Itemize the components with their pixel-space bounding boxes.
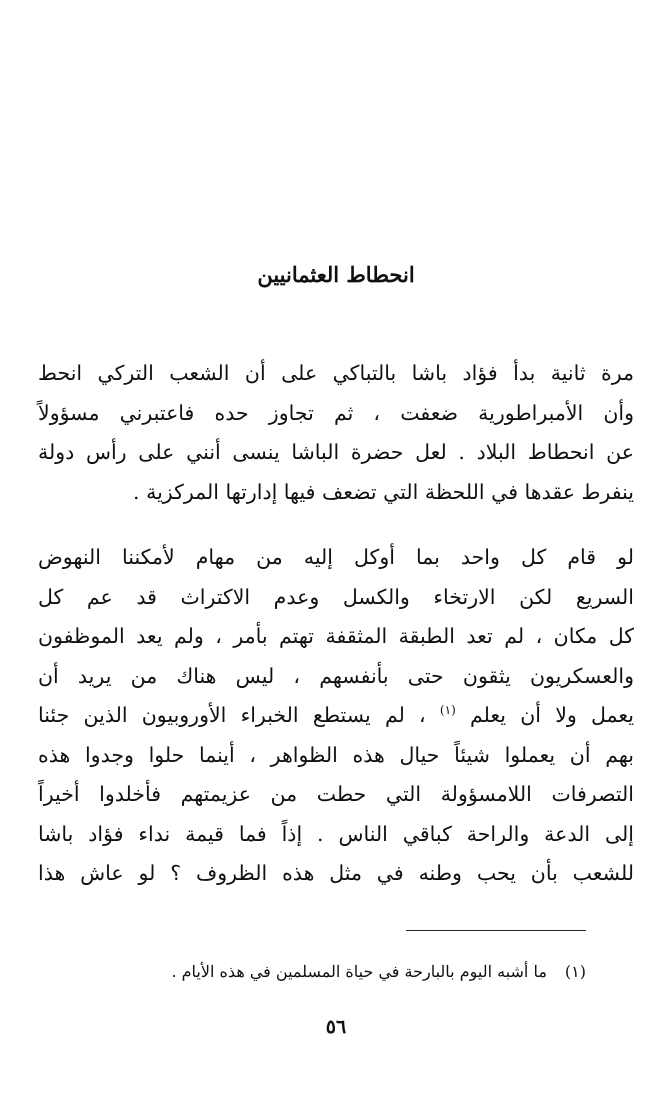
text-line: لو قام كل واحد بما أوكل إليه من مهام لأمكننا النهوض — [38, 545, 634, 569]
paragraph-2 — [38, 538, 634, 894]
text-line: والعسكريون يثقون حتى بأنفسهم ، ليس هناك من يريد أن — [38, 663, 634, 688]
text-line: التصرفات اللامسؤولة التي حطت من عزيمتهم فأخلدوا أخيراً — [38, 782, 634, 806]
footnote-text: ما أشبه اليوم بالبارحة في حياة المسلمين في هذه الأيام . — [171, 962, 547, 981]
text-line: إلى الدعة والراحة كباقي الناس . إذاً فما قيمة نداء فؤاد باشا — [38, 821, 634, 846]
text-line: بهم أن يعملوا شيئاً حيال هذه الظواهر ، أينما حلوا وجدوا هذه — [38, 742, 634, 767]
text-line-with-footnote — [38, 696, 634, 736]
footnote-divider — [406, 930, 586, 931]
footnote-marker[interactable]: (١) — [439, 703, 456, 718]
text-line: كل مكان ، لم تعد الطبقة المثقفة تهتم بأمر ، ولم يعد الموظفون — [38, 624, 634, 648]
footnote-number: (١) — [564, 962, 586, 981]
text-line: مرة ثانية بدأ فؤاد باشا بالتباكي على أن الشعب التركي انحط — [38, 361, 634, 385]
text-line: عن انحطاط البلاد . لعل حضرة الباشا ينسى أنني على رأس دولة — [38, 440, 634, 464]
text-line: وأن الأمبراطورية ضعفت ، ثم تجاوز حده فاعتبرني مسؤولاً — [38, 400, 634, 425]
page-number: ٥٦ — [325, 1016, 347, 1038]
text-line: للشعب بأن يحب وطنه في مثل هذه الظروف ؟ لو عاش هذا — [38, 861, 634, 885]
chapter-title: انحطاط العثمانيين — [257, 262, 415, 287]
text-segment: يعمل ولا أن يعلم — [469, 703, 634, 727]
text-line: ينفرط عقدها في اللحظة التي تضعف فيها إدارتها المركزية . — [133, 479, 634, 504]
footnote — [38, 958, 586, 986]
text-line: السريع لكن الارتخاء والكسل وعدم الاكتراث قد عم كل — [38, 584, 634, 609]
paragraph-1 — [38, 354, 634, 512]
text-segment: ، لم يستطع الخبراء الأوروبيون الذين جئنا — [38, 703, 426, 727]
